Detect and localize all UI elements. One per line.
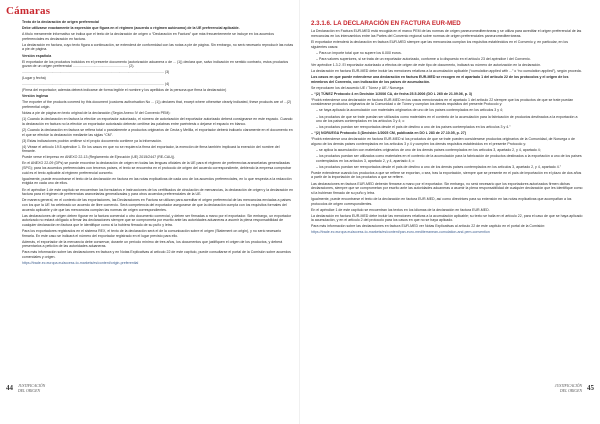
quote-text: “Podrá extenderse una declaración en factura EUR-MED si los productos de que se trate pueden considerarse productos originarios de la Comunidad, de Noruega o de alguno de los demás países contemplados en los artículos 3 y 4 y cumplen los demás requisitos establecidos en el presente Protocolo y: <box>311 137 576 146</box>
camaras-logo: Cámaras <box>6 5 51 17</box>
left-paragraph: Las declaraciones de origen deben figurar en la factura comercial u otro documento comercial, y deben ser firmadas a mano por el exportador. Sin embargo, un exportador autorizado no estará obligado a firmar las declaraciones siempre que se comprometa por escrito ante las autoridades aduaneras a asumir la plena responsabilidad de cualquier declaración en factura que le identifique como si la hubiera firmado de su puño y letra. <box>22 213 292 227</box>
left-paragraph: En el ANEXO 22-09 (DPs) se puede encontrar la declaración de origen en todas las lenguas oficiales de la UE para el régimen de preferencias arancelarias generalizadas (SPG); para los acuerdos preferenciales con terceros países, el texto se encuentra en el protocolo de origen del acuerdo correspondiente, debiendo la empresa comprobar cuál es el texto aplicable al régimen preferencial concreto. <box>22 161 292 175</box>
dotted-line: ................................................................................................................................................ (4) <box>22 82 170 87</box>
right-paragraph: Ver apéndice 1.3.2. El exportador autorizado a efectos de origen de este tipo de documento, indicará su número de autorización en la declaración. <box>311 62 542 67</box>
footnote: (3) Estas indicaciones podrán omitirse si el propio documento contiene ya la información. <box>22 138 162 143</box>
left-paragraph: A título meramente informativo se indica que el texto de la declaración de origen o “Declaración en Factura” que más frecuentemente se incluye en los acuerdos preferenciales es declaración en factura. <box>22 32 274 41</box>
legal-base: Puede verse el impreso en ANEXO 22-13 (Reglamento de Ejecución (UE) 2015/2447 (RE-CAU)). <box>22 155 176 160</box>
right-bold-paragraph: Los casos en que puede extenderse una declaración en factura EUR-MED se recogen en el apartado 1 del artículo 22 de los protocolos y el origen de los miembros del Convenio, con indicación de los países de acumulación. <box>311 74 569 84</box>
bullet-item: – los productos puedan ser reexportados desde el país de destino a uno de los países contemplados en los artículos 3 y 4.” <box>316 125 511 130</box>
place-date-label: (Lugar y fecha) <box>22 76 46 81</box>
footnote: (1) Cuando la declaración en factura la efectúe un exportador autorizado, el número de autorización del exportador autorizado deberá consignarse en este espacio. Cuando la declaración en factura no la efectúe un exportador autorizado deberán omitirse las palabras entre paréntesis o dejarse el espacio en blanco. <box>22 117 293 126</box>
footer-label-right <box>555 384 582 393</box>
bullet-item: – los productos puedan ser utilizados como materiales en el contexto de la acumulación para la fabricación de productos destinados a la exportación a uno de los países contemplados en los artículos 3, apartado 2, y 4, apartado 4; o <box>316 154 582 163</box>
left-page-body <box>22 20 294 267</box>
footer-label-left <box>18 384 45 393</box>
right-page-body <box>311 20 583 236</box>
right-link[interactable]: https://trade.ec.europa.eu/access-to-markets/es/content/pan-euro-mediterranean-cumulation-and-pem-convention <box>311 230 490 235</box>
footnote: (2) Cuando la declaración en factura se refiera total o parcialmente a productos originarios de Ceuta y Melilla, el exportador deberá indicarlo claramente en el documento en el que se efectúe la declaración mediante las siglas “CM”. <box>22 127 293 137</box>
bullet-item: – Para un importe total que no supere los 6.000 euros. <box>316 50 402 55</box>
quote-text: “Podrá extenderse una declaración en factura EUR-MED en los casos mencionados en el apartado 1 del artículo 22 siempre que los productos de que se trate puedan considerarse productos originarios de la Comunidad o de Túnez y cumplan los demás requisitos del presente Protocolo y: <box>311 97 574 107</box>
right-paragraph: Se reproducen los del acuerdo UE / Túnez y UE / Noruega: <box>311 85 405 90</box>
left-link[interactable]: https://trade.ec.europa.eu/access-to-markets/es/content/origin-preferential <box>22 261 139 266</box>
signature-note: (Firma del exportador; además deberá indicarse de forma legible el nombre y los apellidos de la persona que firma la declaración) <box>22 88 227 93</box>
page-number-left: 44 <box>6 384 13 392</box>
right-paragraph: Las declaraciones en factura EUR-MED deberán firmarse a mano por el exportador. Sin embargo, no será necesario que los exportadores autorizados firmen dichas declaraciones, siempre que se comprometan por escrito ante las autoridades aduaneras a asumir la plena responsabilidad de cualquier declaración que les identifique como si la hubieran firmado de su puño y letra. <box>311 181 583 195</box>
left-paragraph: La declaración en factura, cuyo texto figura a continuación, se extenderá de conformidad con las notas a pie de página. Sin embargo, no será necesario reproducir las notas a pie de página. <box>22 42 294 52</box>
version-label: Versión española <box>22 53 52 58</box>
page-gutter <box>299 0 300 424</box>
footer-label-line: DEL ORIGEN <box>18 388 40 393</box>
left-title: Texto de la declaración de origen preferencial <box>22 20 100 24</box>
left-paragraph: De manera general, en el contexto de las exportaciones, las Declaraciones en Factura se utilizan para acreditar el origen preferencial de las mercancías enviadas a países con los que la UE ha celebrado un acuerdo de libre comercio. Será competencia del exportador asegurarse de que la declaración cumpla con los requisitos formales del acuerdo aplicable y de que las mercancías cumplan las normas de origen correspondientes. <box>22 198 291 212</box>
right-paragraph: En el apéndice 1 de este capítulo se encuentran los textos en los idiomas de la declaración en factura EUR-MED. <box>311 207 490 212</box>
right-paragraph: La declaración en factura EUR-MED debe incluir las menciones relativas a la acumulación aplicable; su texto se halla en el artículo 22, para el caso de que se haya aplicado la acumulación, y en el artículo 2 del protocolo para los casos en que no se haya aplicado. <box>311 213 583 223</box>
notes-intro: Notas a pie de página en texto original de la declaración (Según Anexo IV del Convenio PEM): <box>22 111 171 116</box>
english-label: Versión inglesa <box>22 94 49 99</box>
footnote: (4) Véase el artículo 19.5 apéndice 1. En los casos en que no se requiera la firma del exportador, la exención de firma también implicará la exención del nombre del firmante. <box>22 144 280 154</box>
bullet-item: – los productos puedan ser reexportados desde el país de destino a uno de los demás países contemplados en los artículos 3, apartado 2, y 4, apartado 4.” <box>316 164 561 169</box>
right-footer <box>555 384 594 393</box>
bullet-item: – se aplica la acumulación con materiales originarios de uno de los demás países contemplados en los artículos 3, apartado 2, y 4, apartado 4; <box>316 148 541 153</box>
english-text: The exporter of the products covered by this document (customs authorisation No ... (1)) declares that, except where otherwise clearly indicated, these products are of ...(2) preferential origin. <box>22 100 292 110</box>
dotted-line: ................................................................................................................................................ (3) <box>22 70 170 75</box>
left-paragraph: En el apéndice 1 de este capítulo se encuentran los formularios e instrucciones de los certificados de circulación de mercancías, la declaración de origen y la declaración en factura para el régimen de preferencias arancelarias generalizadas y para otros acuerdos preferenciales de la UE. <box>22 187 294 197</box>
quote-heading: – “(2) NORUEGA Protocolo 3 (Decisión 1/2005 CM, publicada en DO L 283 de 27.10.05, p. 27) <box>311 131 466 136</box>
bullet-item: – Para valores superiores, si se trata de un exportador autorizado, conforme a lo dispuesto en el artículo 23 del apéndice I del Convenio. <box>316 56 531 61</box>
page-number-right: 45 <box>587 384 594 392</box>
footer-label-line: DEL ORIGEN <box>560 388 582 393</box>
right-paragraph: El exportador extenderá la declaración en factura EUR-MED siempre que las mercancías cumplan los requisitos establecidos en el Convenio y, en particular, en los siguientes casos: <box>311 40 569 49</box>
left-paragraph: Igualmente, puede encontrarse el texto de la declaración en factura en las notas explicativas de cada uno de los acuerdos preferenciales, en lo que respecta a la redacción exigida en cada uno de ellos. <box>22 176 292 186</box>
footer-label-line: JUSTIFICACIÓN <box>554 384 582 388</box>
bullet-item: – los productos de que se trate puedan ser utilizados como materiales en el contexto de la acumulación para la fabricación de productos destinados a la exportación a uno de los países contemplados en los artículos 3 y 4; o <box>316 114 578 124</box>
version-text: El exportador de los productos incluidos en el presente documento (autorización aduanera o de ... (1)) declara que, salvo indicación en sentido contrario, estos productos gozan de un origen preferencial ........................................................ (2). <box>22 59 289 69</box>
section-heading: 2.3.1.6. LA DECLARACIÓN EN FACTURA EUR-MED <box>311 20 461 27</box>
footer-label-line: JUSTIFICACIÓN <box>18 384 46 388</box>
left-lead: Debe utilizarse exactamente la expresión que figura en el régimen (acuerdo o régimen autónomo) de la UE preferencial aplicable. <box>22 26 240 31</box>
right-paragraph: La declaración en factura EUR-MED debe incluir las menciones relativas a la acumulación aplicable (“cumulation applied with ...” o “no cumulation applied”), según proceda. <box>311 68 582 73</box>
left-paragraph: Además, el exportador de la mercancía debe conservar, durante un período mínimo de tres años, los documentos que justifiquen el origen de los productos, y deberá presentarlos a petición de las autoridades aduaneras. <box>22 239 283 249</box>
right-paragraph: La Declaración en Factura EUR-MED está recogida en el marco PEM de las normas de origen paneuromediterráneas y se utiliza para acreditar el origen preferencial de las mercancías en los intercambios entre las Partes del Convenio regional sobre normas de origen preferenciales paneuromediterráneas. <box>311 29 582 39</box>
quote-heading: – “(2) TÚNEZ Protocolo 4 en Decisión 1/2006 CA, de fecha 25.5.2006 (DO L 260 de 21.09.06, p. 3) <box>311 91 472 96</box>
left-paragraph: Para más información sobre las declaraciones en factura y en Notas Explicativas al artículo 22 de este capítulo, puede consultarse el portal de la Comisión sobre acuerdos comerciales y origen. <box>22 250 291 259</box>
right-paragraph: Para más información sobre las declaraciones en factura EUR-MED ver Notas Explicativas al artículo 22 de este capítulo en el portal de la Comisión: <box>311 224 546 229</box>
right-paragraph: Puede extenderse cuando los productos a que se refiere se exportan, o sea, tras la exportación, siempre que se presente en el país de importación en el plazo de dos años a partir de la importación de los productos a que se refiere. <box>311 170 582 180</box>
bullet-item: – se haya aplicado la acumulación con materiales originarios de uno de los países contemplados en los artículos 3 y 4; <box>316 108 503 113</box>
left-footer <box>6 384 45 393</box>
left-paragraph: Para los exportadores registrados en el sistema REX, el texto de la declaración será el de la comunicación sobre el origen (Statement on origin), y no será necesario firmarla. En este caso se indicará el número del exportador registrado en el lugar previsto para ello. <box>22 228 282 238</box>
right-paragraph: Igualmente, puede encontrarse el texto de la declaración en factura EUR-MED, así como directrices para su extensión en las notas explicativas que acompañan a los protocolos de origen correspondientes. <box>311 196 572 206</box>
